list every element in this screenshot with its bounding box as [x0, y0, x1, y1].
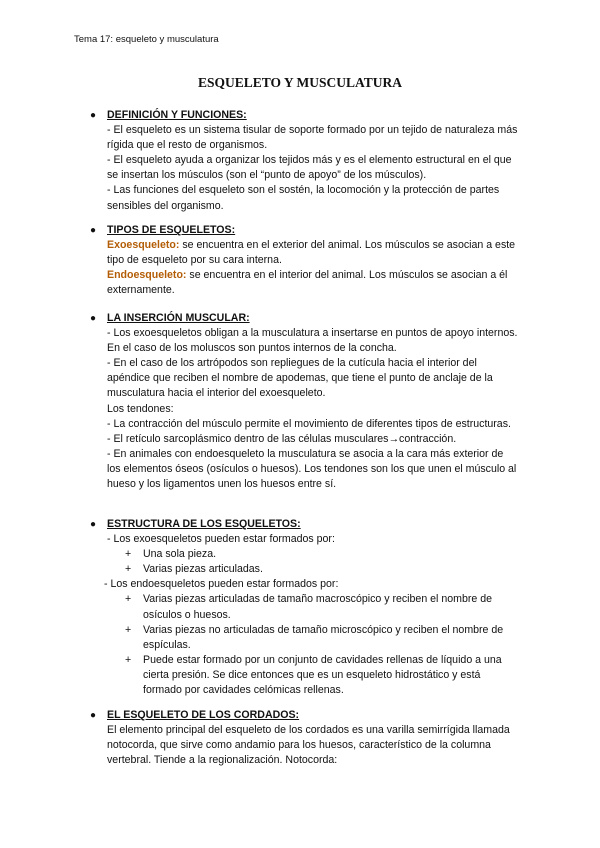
section-definicion: [90, 108, 519, 214]
plus-icon: +: [125, 623, 132, 636]
term-exoesqueleto: Exoesqueleto:: [107, 239, 180, 252]
paragraph: Los tendones:: [107, 402, 174, 415]
section-heading: EL ESQUELETO DE LOS CORDADOS:: [107, 709, 300, 721]
section-heading: ESTRUCTURA DE LOS ESQUELETOS:: [107, 518, 301, 530]
term-endoesqueleto: Endoesqueleto:: [107, 269, 187, 282]
section-heading: LA INSERCIÓN MUSCULAR:: [107, 312, 250, 324]
section-insercion: [90, 311, 519, 492]
paragraph: El elemento principal del esqueleto de los cordados es una varilla semirrígida llamada notocorda, que sirve como andamio para los huesos, característico de la columna vertebral. Tiende a la regionalización. Notocorda:: [107, 724, 510, 767]
bullet-icon: ●: [90, 519, 97, 530]
paragraph: - El esqueleto es un sistema tisular de soporte formado por un tejido de naturaleza más rígida que el resto de organismos.: [107, 124, 518, 152]
plus-icon: +: [125, 653, 132, 666]
section-tipos: [90, 223, 519, 298]
bullet-icon: ●: [90, 313, 97, 324]
plus-icon: +: [125, 593, 132, 606]
document-header: Tema 17: esqueleto y musculatura: [74, 34, 219, 45]
paragraph: - En el caso de los artrópodos son repliegues de la cutícula hacia el interior del apéndice que reciben el nombre de apodemas, que tiene el punto de anclaje de la musculatura hacia el interior del exoesqueleto.: [107, 357, 493, 400]
list-item: + Varias piezas articuladas.: [107, 562, 519, 577]
paragraph: - El retículo sarcoplásmico dentro de las células musculares→contracción.: [107, 432, 457, 445]
paragraph: - Los endoesqueletos pueden estar formados por:: [104, 578, 339, 591]
paragraph: - Los exoesqueletos pueden estar formados por:: [107, 533, 335, 546]
plus-icon: +: [125, 563, 132, 576]
plus-icon: +: [125, 548, 132, 561]
section-heading: TIPOS DE ESQUELETOS:: [107, 224, 236, 236]
bullet-icon: ●: [90, 110, 97, 121]
bullet-icon: ●: [90, 710, 97, 721]
paragraph: [107, 268, 519, 298]
list-item: + Puede estar formado por un conjunto de cavidades rellenas de líquido a una cierta presión. Se dice entonces que es un esqueleto hidrostático y está formado por cavidades celómicas rellenas.: [125, 653, 502, 697]
section-estructura: [90, 517, 519, 698]
document-title: ESQUELETO Y MUSCULATURA: [197, 75, 403, 90]
section-cordados: [90, 708, 519, 768]
paragraph: - El esqueleto ayuda a organizar los tejidos más y es el elemento estructural en el que se insertan los músculos (son el “punto de apoyo” de los músculos).: [107, 154, 512, 182]
paragraph: - La contracción del músculo permite el movimiento de diferentes tipos de estructuras.: [107, 417, 511, 430]
bullet-icon: ●: [90, 225, 97, 236]
list-item: + Varias piezas articuladas de tamaño macroscópico y reciben el nombre de osículos o huesos.: [125, 593, 492, 621]
paragraph: - Las funciones del esqueleto son el sostén, la locomoción y la protección de partes sensibles del organismo.: [107, 184, 500, 212]
list-item: + Una sola pieza.: [107, 547, 519, 562]
paragraph: - En animales con endoesqueleto la musculatura se asocia a la cara más exterior de los elementos óseos (osículos o huesos). Los tendones son los que unen el músculo al hueso y los ligamentos unen los huesos entre sí.: [107, 447, 517, 491]
definition-text: se encuentra en el interior del animal. Los músculos se asocian a él externamente.: [107, 269, 508, 297]
list-item: + Varias piezas no articuladas de tamaño microscópico y reciben el nombre de espículas.: [125, 623, 504, 651]
definition-text: se encuentra en el exterior del animal. Los músculos se asocian a este tipo de esqueleto por su cara interna.: [107, 239, 516, 267]
paragraph: - Los exoesqueletos obligan a la musculatura a insertarse en puntos de apoyo internos. En el caso de los moluscos son puntos internos de la concha.: [107, 327, 518, 355]
section-heading: DEFINICIÓN Y FUNCIONES:: [107, 109, 247, 121]
paragraph: [107, 238, 519, 268]
